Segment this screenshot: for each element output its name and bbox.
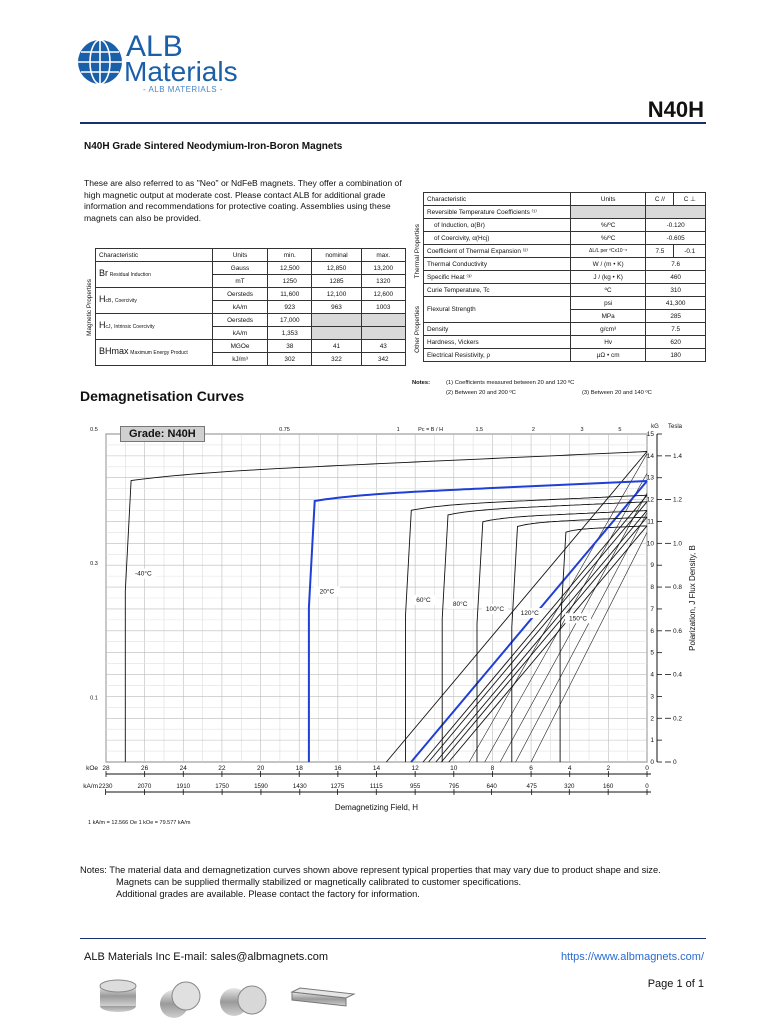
b-curve-line [449,526,647,762]
table-cell: ΔL/L per ºCx10⁻⁶ [571,245,646,258]
table-cell: psi [571,297,646,310]
x-tick-label-kam: 955 [409,783,421,790]
y-tick-label-tesla: 1.4 [673,452,683,460]
y-unit-tesla: Tesla [667,424,683,430]
x-tick-label-koe: 2 [606,765,611,772]
table-row [412,232,706,245]
demag-curve-line [560,526,647,762]
b-curve-line [411,481,647,762]
table-cell: W / (m • K) [571,258,646,271]
footer-divider [80,938,706,939]
hcj-characteristic: HcJ, Intrinsic Coercivity [96,314,213,340]
table-cell: 7.5 [646,245,674,258]
table-row [412,271,706,284]
table-cell: Density [424,323,571,336]
y-tick-label-tesla: 0.8 [673,584,683,592]
x-tick-label-kam: 1430 [292,783,307,790]
grade-title: N40H [647,97,704,122]
table-cell: kA/m [213,301,268,314]
table-cell: 38 [268,340,312,353]
note-2: (2) Between 20 and 200 ºC [446,390,516,396]
globe-logo-icon [76,38,124,86]
table-row [412,284,706,297]
y-tick-label-kg: 14 [646,452,654,460]
x-tick-label-kam: 1750 [215,783,229,790]
b-curve-line [423,495,647,762]
bh-symbol: BHmax [99,346,129,356]
col-nominal: nominal [312,249,361,262]
table-row [412,349,706,362]
table-cell: 7.5 [646,323,706,336]
demag-curve-line [477,511,647,763]
col-units: Units [571,193,646,206]
disc-pair-image [220,986,266,1016]
page-number: Page 1 of 1 [647,978,704,990]
table-cell: 17,000 [268,314,312,327]
table-cell-empty [312,314,361,327]
table-cell: 963 [312,301,361,314]
table-cell: Coefficient of Thermal Expansion ⁽²⁾ [424,245,571,258]
table-cell: 310 [646,284,706,297]
group-label-cell [412,206,424,297]
b-curve-line [441,517,647,762]
table-cell: 41,300 [646,297,706,310]
pc-tick-label: 1 [396,427,400,433]
table-cell: 923 [268,301,312,314]
pc-tick-label: 0.75 [279,427,290,433]
logo-wordmark-bottom: Materials [124,56,238,87]
x-tick-label-koe: 12 [411,765,419,772]
pc-tick-label: 0.5 [90,427,98,433]
x-tick-label-koe: 8 [490,765,495,772]
table-cell-empty [571,206,646,219]
table-row [84,340,406,353]
x-tick-label-koe: 16 [334,765,342,772]
x-tick-label-koe: 24 [179,765,187,772]
curve-label: 150°C [568,615,588,623]
spacer-cell [412,193,424,206]
magnetic-properties-table [84,248,406,366]
table-cell-empty [361,314,405,327]
y-tick-label-kg: 2 [650,715,654,723]
table-cell: Hv [571,336,646,349]
table-cell: of Coercivity, α(Hcj) [424,232,571,245]
table-cell: 13,200 [361,262,405,275]
b-curve-line [429,502,647,762]
load-line [516,513,647,762]
x-tick-label-kam: 795 [448,783,460,790]
chart-labels [83,424,697,826]
table-cell: 1,353 [268,327,312,340]
bar-magnet-image [292,988,354,1006]
y-tick-label-kg: 7 [650,605,654,613]
y-tick-label-tesla: 1.2 [673,496,683,504]
table-cell: Oersteds [213,288,268,301]
table-cell: mT [213,275,268,288]
y-tick-label-kg: 12 [646,496,654,504]
table-row [412,297,706,310]
x-unit-kam: kA/m [83,783,98,790]
bottom-notes [80,864,720,900]
x-tick-label-koe: 18 [295,765,303,772]
table-cell: MGOe [213,340,268,353]
table-cell: %/ºC [571,232,646,245]
y-tick-label-kg: 3 [650,693,654,701]
table-cell: kA/m [213,327,268,340]
note-1: (1) Coefficients measured between 20 and 120 ºC [446,380,575,386]
x-tick-label-kam: 640 [486,783,497,790]
table-cell: Gauss [213,262,268,275]
x-tick-label-kam: 2230 [98,783,113,790]
pc-tick-label-left: 0.3 [90,561,98,568]
pc-label: Pc = B / H [418,427,444,433]
y-tick-label-kg: 0 [650,759,654,766]
y-tick-label-tesla: 0.4 [673,671,683,679]
table-cell: 43 [361,340,405,353]
table-cell: 12,500 [268,262,312,275]
br-name: Residual Induction [109,272,151,278]
disc-stack-image [100,980,136,1012]
table-row [412,323,706,336]
table-cell-empty [646,206,706,219]
table-cell: Electrical Resistivity, ρ [424,349,571,362]
col-max: max. [361,249,405,262]
table-cell: 302 [268,353,312,366]
group-label-cell [412,297,424,362]
y-tick-label-kg: 10 [646,540,654,548]
y-unit-kg: kG [651,424,659,430]
table-cell: 7.6 [646,258,706,271]
table-cell: 460 [646,271,706,284]
logo-tagline: - ALB MATERIALS - [143,85,223,94]
table-cell: J / (kg • K) [571,271,646,284]
table-header-row [412,193,706,206]
x-tick-label-kam: 1275 [330,783,345,790]
table-row [412,336,706,349]
table-cell: -0.605 [646,232,706,245]
y-tick-label-kg: 13 [646,474,654,482]
table-cell: ºC [571,284,646,297]
table-cell: MPa [571,310,646,323]
website-link[interactable]: https://www.albmagnets.com/ [560,951,704,963]
table-row [84,288,406,301]
x-tick-label-kam: 320 [564,783,575,790]
table-cell: of Induction, α(Br) [424,219,571,232]
table-cell: μΩ • cm [571,349,646,362]
br-characteristic [96,262,213,288]
x-tick-label-koe: 10 [450,765,458,772]
hcj-name: Intrinsic Coercivity [114,324,155,330]
y-tick-label-kg: 9 [650,562,654,570]
table-cell: 41 [312,340,361,353]
hcb-characteristic: HcB, Coercivity [96,288,213,314]
notes-label: Notes: [412,380,431,386]
pc-tick-label: 3 [580,427,584,433]
header-divider [80,122,706,124]
chart-curves [125,451,647,762]
hcj-subscript: cJ [105,324,111,330]
y-tick-label-kg: 8 [650,584,654,592]
y-tick-label-tesla: 0.6 [673,627,683,635]
br-symbol: Br [99,268,108,278]
table-cell: 1285 [312,275,361,288]
y-tick-label-kg: 6 [650,627,654,635]
demag-curves-heading: Demagnetisation Curves [80,388,245,404]
note-3: (3) Between 20 and 140 ºC [582,390,652,396]
y-tick-label-kg: 5 [650,649,654,657]
demag-curve-line [125,452,647,763]
pc-tick-label: 1.5 [475,427,484,433]
col-characteristic: Characteristic [96,249,213,262]
magnetic-properties-label: Magnetic Properties [86,278,93,336]
bh-name: Maximum Energy Product [130,350,188,356]
col-units: Units [213,249,268,262]
table-row [412,258,706,271]
x-tick-label-koe: 14 [372,765,381,772]
curve-label: 60°C [416,596,431,604]
table-cell: -0.1 [674,245,706,258]
other-properties-label: Other Properties [414,305,421,353]
table-cell: Specific Heat ⁽³⁾ [424,271,571,284]
y-tick-label-kg: 4 [650,671,654,679]
table-cell: 1320 [361,275,405,288]
pc-tick-label-left: 0.1 [90,695,98,702]
y-axis-label: Polarization, J Flux Density, B [688,545,697,651]
table-cell: Reversible Temperature Coefficients ⁽¹⁾ [424,206,571,219]
bottom-note-1: Notes: The material data and demagnetization curves shown above represent typical properties that may vary due to product shape and size. [80,865,661,875]
bh-characteristic [96,340,213,366]
logo-wordmark-top: ALB [126,30,183,63]
table-cell: Curie Temperature, Tc [424,284,571,297]
y-tick-label-kg: 1 [650,737,654,745]
bottom-note-2: Magnets can be supplied thermally stabilized or magnetically calibrated to customer specifications. [116,877,522,887]
y-tick-label-tesla: 0.2 [673,715,683,723]
x-axis-label: Demagnetizing Field, H [334,803,419,812]
table-cell: 322 [312,353,361,366]
table-cell: Flexural Strength [424,297,571,323]
x-tick-label-kam: 1910 [176,783,191,790]
table-cell: Thermal Conductivity [424,258,571,271]
chart-grade-label: Grade: N40H [120,426,205,442]
curve-label: -40°C [134,570,152,578]
pc-tick-label: 5 [618,427,622,433]
table-cell: kJ/m³ [213,353,268,366]
table-cell: Oersteds [213,314,268,327]
demag-curve-line [309,481,647,762]
x-tick-label-kam: 1590 [254,783,268,790]
unit-conversion-note: 1 kA/m = 12.566 Oe 1 kOe = 79.577 kA/m [88,820,191,826]
x-tick-label-koe: 22 [218,765,226,772]
table-cell: 12,850 [312,262,361,275]
table-row [412,206,706,219]
x-tick-label-kam: 475 [526,783,537,790]
x-tick-label-kam: 160 [602,783,614,790]
y-tick-label-kg: 11 [647,518,654,526]
x-tick-label-kam: 0 [645,783,649,790]
x-tick-label-koe: 20 [256,765,265,772]
table-notes [412,378,712,398]
x-tick-label-koe: 6 [529,765,533,772]
table-cell: 620 [646,336,706,349]
table-cell-empty [361,327,405,340]
x-tick-label-kam: 1115 [369,783,383,790]
thermal-properties-table [412,192,706,362]
table-cell: 11,600 [268,288,312,301]
table-cell: 342 [361,353,405,366]
x-tick-label-koe: 26 [141,765,149,772]
x-tick-label-koe: 4 [567,765,572,772]
col-c-parallel: C // [646,193,674,206]
table-cell: 12,600 [361,288,405,301]
table-cell: Hardness, Vickers [424,336,571,349]
table-cell: 1003 [361,301,405,314]
x-tick-label-kam: 2070 [137,783,152,790]
demagnetization-chart [80,418,720,830]
hcj-symbol: H [99,320,106,330]
table-cell: 180 [646,349,706,362]
thermal-properties-label: Thermal Properties [414,223,421,279]
table-cell: -0.120 [646,219,706,232]
load-line [500,493,647,762]
table-cell: 1250 [268,275,312,288]
table-row [84,262,406,275]
curve-label: 100°C [485,606,505,614]
x-tick-label-koe: 28 [102,765,110,772]
y-tick-label-tesla: 1.0 [673,540,683,548]
col-min: min. [268,249,312,262]
curve-label: 120°C [520,610,539,618]
b-curve-line [386,451,647,762]
b-curve-line [436,511,647,762]
table-cell: 12,100 [312,288,361,301]
magnet-product-images [96,970,356,1020]
table-row [84,314,406,327]
hcb-subscript: cB [105,298,112,304]
pc-tick-label: 2 [531,427,535,433]
hcb-symbol: H [99,294,106,304]
table-row [412,219,706,232]
bottom-note-3: Additional grades are available. Please contact the factory for information. [116,889,420,899]
intro-paragraph: These are also referred to as "Neo" or NdFeB magnets. They offer a combination of high magnetic output at moderate cost. Please contact ALB for additional grade information and recommendations for protective coating. Assemblies using these magnets can also be provided. [84,178,402,223]
footer-contact: ALB Materials Inc E-mail: sales@albmagnets.com [84,951,329,963]
table-header-row [84,249,406,262]
y-tick-label-tesla: 0 [673,759,677,766]
demag-curve-line [512,517,647,762]
table-cell-empty [312,327,361,340]
hcb-name: Coercivity [114,298,137,304]
group-label-cell [84,249,96,366]
curve-label: 20°C [319,588,335,596]
y-tick-label-kg: 15 [646,431,654,438]
col-c-perpendicular: C ⊥ [674,193,706,206]
x-unit-koe: kOe [86,765,98,772]
table-cell: g/cm³ [571,323,646,336]
document-title: N40H Grade Sintered Neodymium-Iron-Boron Magnets [84,141,343,152]
curve-label: 80°C [452,600,468,608]
table-row [412,245,706,258]
table-cell: 285 [646,310,706,323]
demag-curve-line [406,495,648,762]
x-tick-label-koe: 0 [645,765,649,772]
col-characteristic: Characteristic [424,193,571,206]
table-cell: %/ºC [571,219,646,232]
cylinder-image [160,982,200,1018]
